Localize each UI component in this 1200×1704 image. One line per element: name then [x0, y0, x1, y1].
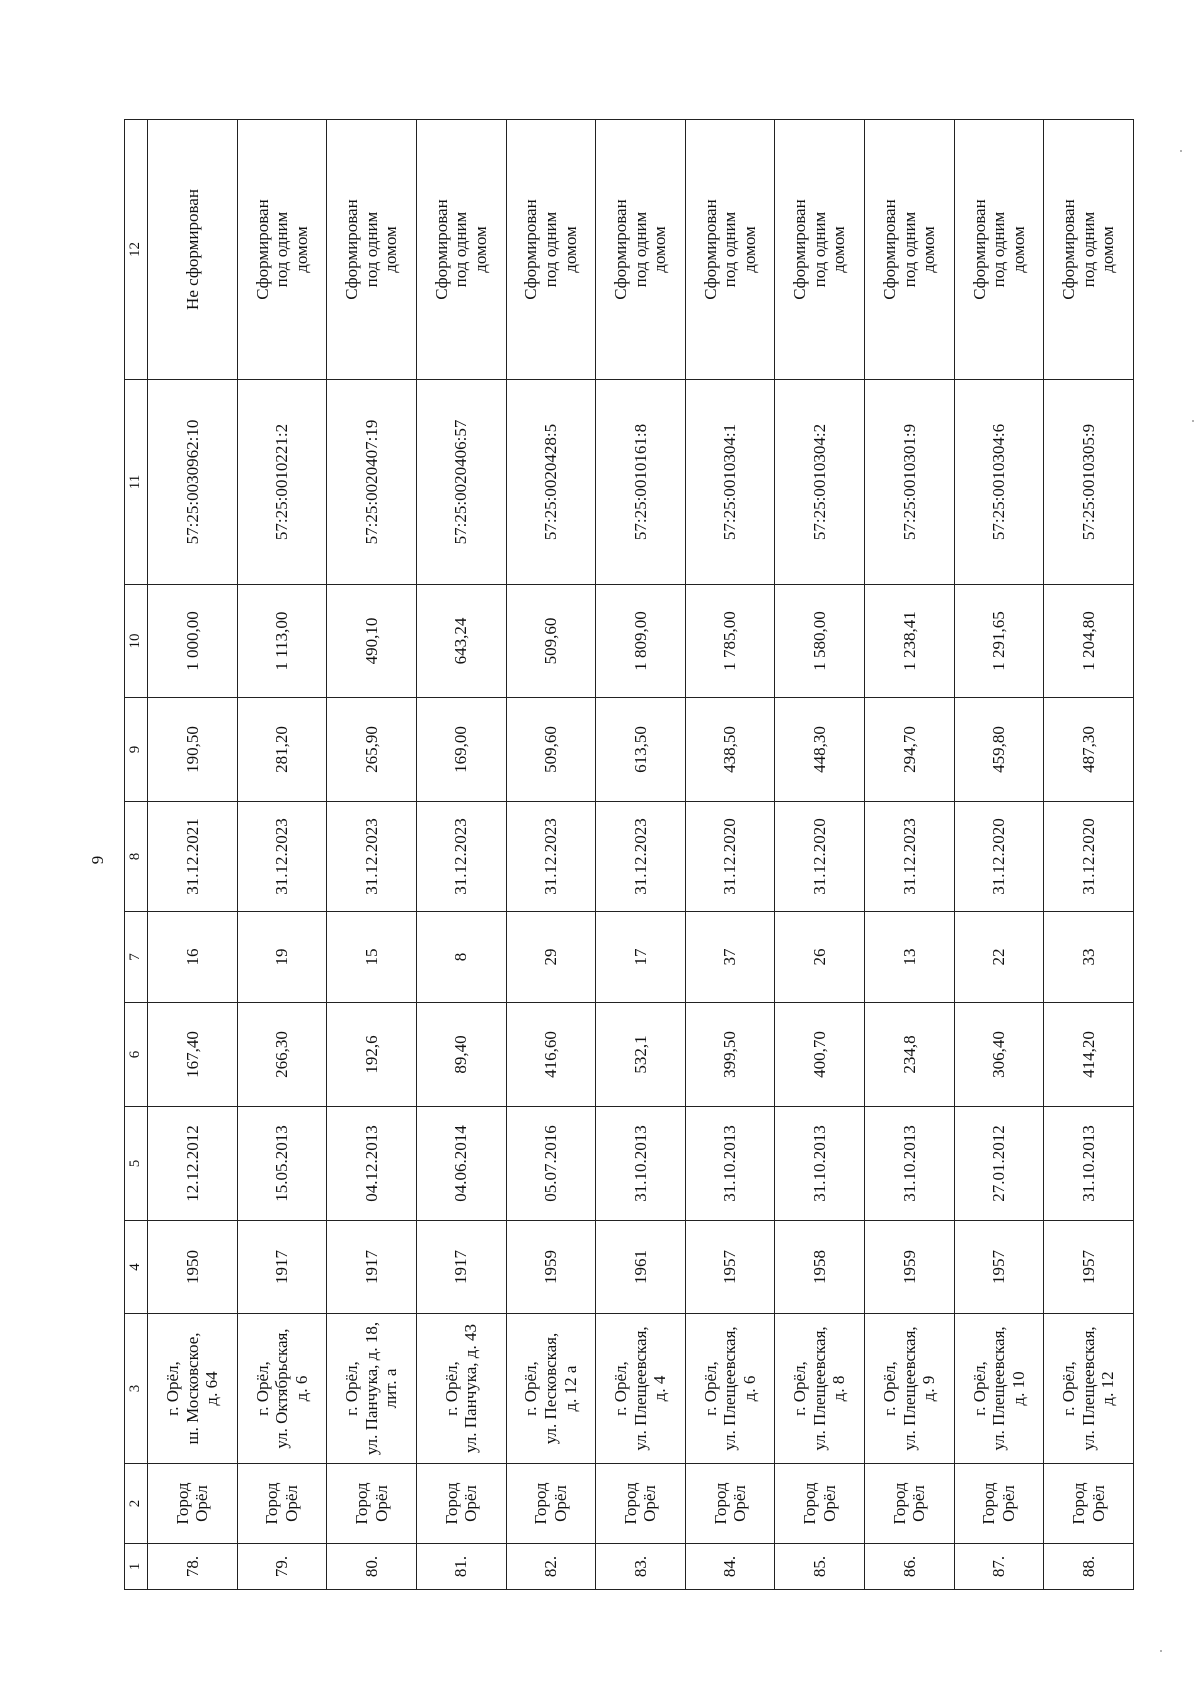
- municipality-line: Город: [710, 1482, 730, 1525]
- land-plot-status-line: домом: [1098, 226, 1118, 273]
- land-plot-status-line: Сформирован: [611, 199, 631, 300]
- municipality: [237, 1464, 327, 1544]
- build-year: 1959: [506, 1221, 596, 1314]
- recognition-date: 31.10.2013: [685, 1107, 775, 1221]
- cadastral-number: 57:25:0010301:9: [865, 380, 955, 585]
- land-plot-status-line: Сформирован: [431, 199, 451, 300]
- address: [416, 1314, 506, 1464]
- row-number: 79.: [237, 1544, 327, 1590]
- address-line: д. 12: [1098, 1371, 1118, 1406]
- deadline-date: 31.12.2023: [327, 802, 417, 912]
- land-plot-status: [506, 120, 596, 380]
- deadline-date: 31.12.2020: [1044, 802, 1134, 912]
- address-line: г. Орёл,: [521, 1361, 541, 1416]
- land-plot-status-line: под одним: [451, 211, 471, 288]
- build-year: 1917: [327, 1221, 417, 1314]
- municipality: [506, 1464, 596, 1544]
- table-row: [1044, 120, 1134, 1590]
- address-line: ул. Панчука, д. 43: [461, 1324, 481, 1453]
- land-plot-status-line: домом: [829, 226, 849, 273]
- land-plot-status: [954, 120, 1044, 380]
- column-7-value: 22: [954, 912, 1044, 1003]
- land-plot-status-line: Сформирован: [1059, 199, 1079, 300]
- address-line: д. 8: [829, 1375, 849, 1402]
- column-6-value: 234,8: [865, 1003, 955, 1107]
- build-year: 1957: [685, 1221, 775, 1314]
- column-9-value: 509,60: [506, 698, 596, 802]
- build-year: 1957: [954, 1221, 1044, 1314]
- land-plot-status: [865, 120, 955, 380]
- column-7-value: 15: [327, 912, 417, 1003]
- scan-speck: [1180, 150, 1182, 152]
- column-number-11: 11: [125, 380, 148, 585]
- row-number: 87.: [954, 1544, 1044, 1590]
- address: [148, 1314, 238, 1464]
- land-plot-status-line: домом: [560, 226, 580, 273]
- address-line: ул. Песковская,: [541, 1332, 561, 1445]
- column-9-value: 438,50: [685, 698, 775, 802]
- column-7-value: 29: [506, 912, 596, 1003]
- column-6-value: 400,70: [775, 1003, 865, 1107]
- column-7-value: 17: [596, 912, 686, 1003]
- address: [954, 1314, 1044, 1464]
- address-line: ул. Панчука, д. 18,: [361, 1321, 381, 1456]
- land-plot-status-line: Сформирован: [879, 199, 899, 300]
- table-row: [148, 120, 238, 1590]
- column-6-value: 192,6: [327, 1003, 417, 1107]
- column-6-value: 167,40: [148, 1003, 238, 1107]
- municipality: [1044, 1464, 1134, 1544]
- land-plot-status-line: домом: [470, 226, 490, 273]
- address: [1044, 1314, 1134, 1464]
- recognition-date: 31.10.2013: [1044, 1107, 1134, 1221]
- deadline-date: 31.12.2023: [506, 802, 596, 912]
- municipality-line: Город: [800, 1482, 820, 1525]
- municipality: [954, 1464, 1044, 1544]
- row-number: 83.: [596, 1544, 686, 1590]
- deadline-date: 31.12.2023: [237, 802, 327, 912]
- land-plot-status: [327, 120, 417, 380]
- row-number: 80.: [327, 1544, 417, 1590]
- column-9-value: 448,30: [775, 698, 865, 802]
- land-plot-status-line: Сформирован: [521, 199, 541, 300]
- land-plot-status: [596, 120, 686, 380]
- row-number: 82.: [506, 1544, 596, 1590]
- cadastral-number: 57:25:0010304:2: [775, 380, 865, 585]
- address-line: г. Орёл,: [342, 1361, 362, 1416]
- scan-speck: [1192, 420, 1194, 422]
- municipality-line: Город: [889, 1482, 909, 1525]
- land-plot-status-line: под одним: [630, 211, 650, 288]
- column-10-value: 1 000,00: [148, 585, 238, 698]
- municipality-line: Город: [531, 1482, 551, 1525]
- recognition-date: 12.12.2012: [148, 1107, 238, 1221]
- land-plot-status-line: домом: [381, 226, 401, 273]
- column-7-value: 33: [1044, 912, 1134, 1003]
- municipality-line: Орёл: [819, 1485, 839, 1522]
- land-plot-status-line: под одним: [720, 211, 740, 288]
- column-7-value: 37: [685, 912, 775, 1003]
- column-9-value: 487,30: [1044, 698, 1134, 802]
- table-row: [327, 120, 417, 1590]
- table-row: [237, 120, 327, 1590]
- recognition-date: 15.05.2013: [237, 1107, 327, 1221]
- address: [775, 1314, 865, 1464]
- deadline-date: 31.12.2023: [416, 802, 506, 912]
- column-6-value: 414,20: [1044, 1003, 1134, 1107]
- land-plot-status-line: Сформирован: [342, 199, 362, 300]
- cadastral-number: 57:25:0010161:8: [596, 380, 686, 585]
- address-line: г. Орёл,: [969, 1361, 989, 1416]
- column-number-3: 3: [125, 1314, 148, 1464]
- deadline-date: 31.12.2020: [954, 802, 1044, 912]
- column-6-value: 89,40: [416, 1003, 506, 1107]
- municipality-line: Орёл: [550, 1485, 570, 1522]
- address-line: ш. Московское,: [182, 1332, 202, 1445]
- municipality: [327, 1464, 417, 1544]
- address-line: ул. Плещеевская,: [1078, 1326, 1098, 1451]
- deadline-date: 31.12.2020: [685, 802, 775, 912]
- land-plot-status-line: под одним: [541, 211, 561, 288]
- address-line: г. Орёл,: [1059, 1361, 1079, 1416]
- column-10-value: 1 785,00: [685, 585, 775, 698]
- recognition-date: 04.12.2013: [327, 1107, 417, 1221]
- column-9-value: 265,90: [327, 698, 417, 802]
- land-plot-status-line: домом: [291, 226, 311, 273]
- build-year: 1959: [865, 1221, 955, 1314]
- address-line: д. 12 а: [560, 1365, 580, 1412]
- row-number: 85.: [775, 1544, 865, 1590]
- land-plot-status: [416, 120, 506, 380]
- column-number-row: [125, 120, 148, 1590]
- cadastral-number: 57:25:0010304:6: [954, 380, 1044, 585]
- municipality-line: Город: [1069, 1482, 1089, 1525]
- land-plot-status-line: под одним: [809, 211, 829, 288]
- land-plot-status-line: под одним: [899, 211, 919, 288]
- municipality-line: Орёл: [1088, 1485, 1108, 1522]
- municipality: [596, 1464, 686, 1544]
- address: [506, 1314, 596, 1464]
- address: [865, 1314, 955, 1464]
- municipality-line: Орёл: [281, 1485, 301, 1522]
- column-number-9: 9: [125, 698, 148, 802]
- row-number: 86.: [865, 1544, 955, 1590]
- land-plot-status-line: Не сформирован: [182, 189, 202, 310]
- address-line: д. 64: [202, 1371, 222, 1406]
- column-10-value: 1 580,00: [775, 585, 865, 698]
- table-row: [865, 120, 955, 1590]
- address: [685, 1314, 775, 1464]
- column-6-value: 306,40: [954, 1003, 1044, 1107]
- land-plot-status-line: домом: [650, 226, 670, 273]
- address-line: д. 6: [291, 1375, 311, 1402]
- row-number: 84.: [685, 1544, 775, 1590]
- municipality-line: Город: [620, 1482, 640, 1525]
- column-10-value: 643,24: [416, 585, 506, 698]
- build-year: 1917: [416, 1221, 506, 1314]
- column-7-value: 8: [416, 912, 506, 1003]
- table-row: [954, 120, 1044, 1590]
- land-plot-status-line: Сформирован: [700, 199, 720, 300]
- address-line: д. 6: [739, 1375, 759, 1402]
- land-plot-status: [685, 120, 775, 380]
- land-plot-status-line: под одним: [1078, 211, 1098, 288]
- municipality: [148, 1464, 238, 1544]
- column-6-value: 266,30: [237, 1003, 327, 1107]
- column-number-7: 7: [125, 912, 148, 1003]
- column-9-value: 281,20: [237, 698, 327, 802]
- row-number: 81.: [416, 1544, 506, 1590]
- address-line: ул. Плещеевская,: [899, 1326, 919, 1451]
- table-body: [148, 120, 1134, 1590]
- municipality-line: Орёл: [371, 1485, 391, 1522]
- column-6-value: 416,60: [506, 1003, 596, 1107]
- land-plot-status-line: под одним: [272, 211, 292, 288]
- page-number: 9: [88, 855, 107, 865]
- table-row: [685, 120, 775, 1590]
- municipality-line: Орёл: [640, 1485, 660, 1522]
- municipality-line: Город: [441, 1482, 461, 1525]
- column-10-value: 1 238,41: [865, 585, 955, 698]
- municipality: [416, 1464, 506, 1544]
- address-line: д. 9: [919, 1375, 939, 1402]
- recognition-date: 04.06.2014: [416, 1107, 506, 1221]
- column-6-value: 532,1: [596, 1003, 686, 1107]
- land-plot-status: [1044, 120, 1134, 380]
- address-line: г. Орёл,: [611, 1361, 631, 1416]
- land-plot-status-line: Сформирован: [252, 199, 272, 300]
- address-line: г. Орёл,: [252, 1361, 272, 1416]
- column-number-1: 1: [125, 1544, 148, 1590]
- build-year: 1958: [775, 1221, 865, 1314]
- column-9-value: 613,50: [596, 698, 686, 802]
- column-9-value: 459,80: [954, 698, 1044, 802]
- land-plot-status-line: под одним: [361, 211, 381, 288]
- land-plot-status: [775, 120, 865, 380]
- deadline-date: 31.12.2021: [148, 802, 238, 912]
- table-row: [775, 120, 865, 1590]
- municipality: [685, 1464, 775, 1544]
- recognition-date: 31.10.2013: [596, 1107, 686, 1221]
- recognition-date: 05.07.2016: [506, 1107, 596, 1221]
- address-line: ул. Плещеевская,: [809, 1326, 829, 1451]
- land-plot-status-line: домом: [919, 226, 939, 273]
- municipality-line: Орёл: [909, 1485, 929, 1522]
- address-line: г. Орёл,: [790, 1361, 810, 1416]
- column-6-value: 399,50: [685, 1003, 775, 1107]
- column-10-value: 1 291,65: [954, 585, 1044, 698]
- recognition-date: 31.10.2013: [775, 1107, 865, 1221]
- table-row: [506, 120, 596, 1590]
- address-line: ул. Плещеевская,: [989, 1326, 1009, 1451]
- municipality-line: Город: [262, 1482, 282, 1525]
- municipality-line: Орёл: [461, 1485, 481, 1522]
- recognition-date: 27.01.2012: [954, 1107, 1044, 1221]
- municipality-line: Город: [172, 1482, 192, 1525]
- column-number-12: 12: [125, 120, 148, 380]
- column-10-value: 509,60: [506, 585, 596, 698]
- land-plot-status: [148, 120, 238, 380]
- column-number-10: 10: [125, 585, 148, 698]
- column-7-value: 19: [237, 912, 327, 1003]
- address-line: г. Орёл,: [879, 1361, 899, 1416]
- address-line: г. Орёл,: [441, 1361, 461, 1416]
- municipality-line: Орёл: [192, 1485, 212, 1522]
- address-line: ул. Октябрьская,: [272, 1328, 292, 1449]
- address-line: г. Орёл,: [700, 1361, 720, 1416]
- column-9-value: 190,50: [148, 698, 238, 802]
- address-line: д. 10: [1008, 1371, 1028, 1406]
- column-10-value: 1 113,00: [237, 585, 327, 698]
- column-number-8: 8: [125, 802, 148, 912]
- build-year: 1961: [596, 1221, 686, 1314]
- address-line: ул. Плещеевская,: [630, 1326, 650, 1451]
- column-7-value: 16: [148, 912, 238, 1003]
- column-7-value: 13: [865, 912, 955, 1003]
- scan-speck: [1160, 1650, 1162, 1652]
- recognition-date: 31.10.2013: [865, 1107, 955, 1221]
- build-year: 1917: [237, 1221, 327, 1314]
- municipality-line: Орёл: [998, 1485, 1018, 1522]
- municipality-line: Город: [979, 1482, 999, 1525]
- land-plot-status-line: домом: [1008, 226, 1028, 273]
- land-plot-status-line: домом: [739, 226, 759, 273]
- column-9-value: 294,70: [865, 698, 955, 802]
- housing-registry-table: [124, 119, 1134, 1590]
- cadastral-number: 57:25:0010304:1: [685, 380, 775, 585]
- column-9-value: 169,00: [416, 698, 506, 802]
- address-line: г. Орёл,: [162, 1361, 182, 1416]
- address-line: лит. а: [381, 1368, 401, 1409]
- land-plot-status-line: Сформирован: [969, 199, 989, 300]
- land-plot-status: [237, 120, 327, 380]
- address: [237, 1314, 327, 1464]
- cadastral-number: 57:25:0030962:10: [148, 380, 238, 585]
- column-10-value: 490,10: [327, 585, 417, 698]
- address-line: д. 4: [650, 1375, 670, 1402]
- column-number-6: 6: [125, 1003, 148, 1107]
- column-10-value: 1 204,80: [1044, 585, 1134, 698]
- column-7-value: 26: [775, 912, 865, 1003]
- municipality: [865, 1464, 955, 1544]
- column-number-5: 5: [125, 1107, 148, 1221]
- table-row: [416, 120, 506, 1590]
- cadastral-number: 57:25:0010305:9: [1044, 380, 1134, 585]
- deadline-date: 31.12.2023: [596, 802, 686, 912]
- address: [596, 1314, 686, 1464]
- column-number-2: 2: [125, 1464, 148, 1544]
- address: [327, 1314, 417, 1464]
- municipality-line: Город: [352, 1482, 372, 1525]
- row-number: 78.: [148, 1544, 238, 1590]
- cadastral-number: 57:25:0020406:57: [416, 380, 506, 585]
- deadline-date: 31.12.2023: [865, 802, 955, 912]
- cadastral-number: 57:25:0020407:19: [327, 380, 417, 585]
- address-line: ул. Плещеевская,: [720, 1326, 740, 1451]
- land-plot-status-line: под одним: [989, 211, 1009, 288]
- municipality: [775, 1464, 865, 1544]
- build-year: 1950: [148, 1221, 238, 1314]
- municipality-line: Орёл: [730, 1485, 750, 1522]
- column-number-4: 4: [125, 1221, 148, 1314]
- build-year: 1957: [1044, 1221, 1134, 1314]
- row-number: 88.: [1044, 1544, 1134, 1590]
- rotated-table-container: [124, 120, 1134, 1590]
- table-row: [596, 120, 686, 1590]
- cadastral-number: 57:25:0020428:5: [506, 380, 596, 585]
- cadastral-number: 57:25:0010221:2: [237, 380, 327, 585]
- land-plot-status-line: Сформирован: [790, 199, 810, 300]
- deadline-date: 31.12.2020: [775, 802, 865, 912]
- column-10-value: 1 809,00: [596, 585, 686, 698]
